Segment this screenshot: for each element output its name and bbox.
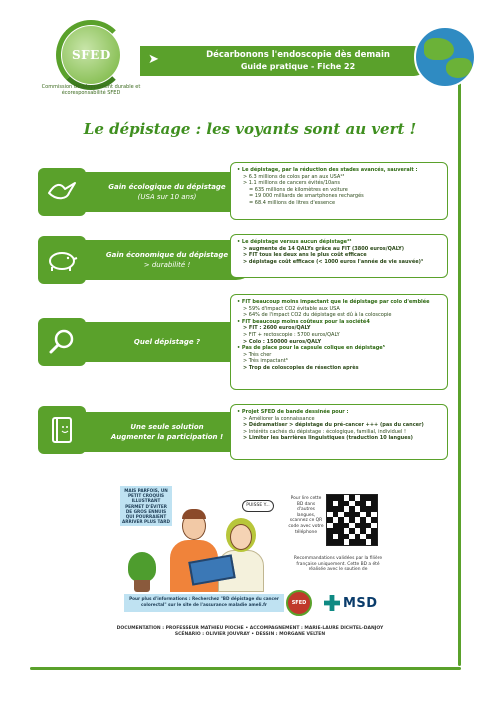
qr-instructions: Pour lire cette BD dans d'autres langues, scannez ce QR code avec votre téléphone	[288, 496, 324, 535]
detail-line: = 635 millions de kilomètres en voiture	[249, 186, 348, 193]
plant-pot	[134, 580, 150, 592]
logo-name: SFED	[72, 48, 111, 62]
credits	[60, 626, 440, 638]
msd-label: MSD	[343, 595, 378, 611]
sfed-logo	[36, 22, 146, 102]
pill-title: Quel dépistage ?	[133, 338, 201, 346]
banner-subtitle: Guide pratique - Fiche 22	[240, 62, 356, 71]
detail-line: • Le dépistage versus aucun dépistage²³	[237, 239, 352, 245]
frame-right-line	[458, 70, 461, 666]
detail-line: > Très impactant⁶	[243, 358, 288, 365]
detail-line: > Dédramatiser > dépistage du pré-cancer +++ (pas du cancer)	[243, 422, 424, 429]
detail-line: > 6.3 millions de colos par an aux USA¹³	[243, 173, 345, 180]
detail-line: > FIT tous les deux ans le plus coût efficace	[243, 252, 367, 259]
bird-icon: ➤	[148, 52, 159, 67]
pill-title: Gain économique du dépistage	[105, 251, 229, 259]
partner-logos	[286, 590, 396, 616]
detail-line: > 59% d'impact CO2 évitable aux USA	[243, 305, 340, 312]
msd-cross-icon	[324, 595, 340, 611]
detail-line: > Limiter les barrières linguistiques (traduction 10 langues)	[243, 435, 413, 442]
header-banner	[140, 46, 428, 76]
detail-line: > augmente de 14 QALYs grâce au FIT (3800 euros/QALY)	[243, 245, 405, 252]
detail-line: > FIT + rectoscopie : 5700 euros/QALY	[243, 331, 340, 338]
comic-speech-bubble: PUISSE Y...	[242, 500, 274, 512]
detail-line: > 64% de l'impact CO2 du dépistage est dû à la coloscopie	[243, 312, 392, 319]
logo-caption: Commission développement durable et écoresponsabilité SFED	[41, 84, 141, 96]
row-economic	[38, 234, 448, 286]
detail-line: • FIT beaucoup moins coûteux pour la société4	[237, 318, 370, 325]
detail-line: • Pas de place pour la capsule colique en dépistage⁵	[237, 345, 385, 352]
globe-land	[424, 38, 454, 60]
detail-solution	[230, 404, 448, 460]
detail-line: > FIT : 2600 euros/QALY	[243, 325, 311, 332]
pill-title: Une seule solution	[130, 423, 204, 431]
row-ecological	[38, 166, 448, 218]
detail-line: • Projet SFED de bande dessinée pour :	[237, 409, 349, 415]
detail-line: > Trop de coloscopies de résection après	[243, 364, 359, 371]
woman-head	[230, 524, 252, 550]
detail-economic	[230, 234, 448, 278]
pill-subtitle: > durabilité !	[143, 261, 191, 269]
detail-line: > 1.1 millions de cancers évités/10ans	[243, 180, 341, 187]
detail-which-screening	[230, 294, 448, 390]
row-solution	[38, 402, 448, 462]
detail-line: > dépistage coût efficace (< 1000 euros l'année de vie sauvée)³	[243, 258, 424, 265]
comic-caption: Pour plus d'informations : Recherchez "BD dépistage du cancer colorectal" sur le site de l'assurance maladie ameli.fr	[124, 594, 284, 612]
recommendation-note: Recommandations validées par la filière française uniquement. Cette BD a été réalisée avec le soutien de	[293, 556, 383, 573]
detail-line: = 19 000 milliards de smartphones rechargés	[249, 193, 364, 200]
banner-title: Décarbonons l'endoscopie dès demain	[206, 50, 390, 60]
pill-subtitle: Augmenter la participation !	[110, 433, 224, 441]
credits-line: SCÉNARIO : OLIVIER JOUVRAY • DESSIN : MORGANE VELTEN	[174, 632, 326, 637]
detail-ecological	[230, 162, 448, 220]
globe-land	[446, 58, 472, 78]
detail-line: > Colo : 150000 euros/QALY	[243, 338, 322, 345]
comic-illustration	[120, 486, 282, 614]
page-title: Le dépistage : les voyants sont au vert !	[83, 120, 417, 138]
man-hair	[182, 509, 206, 519]
detail-line: > Améliorer la connaissance	[243, 415, 315, 422]
detail-line: > Intérêts cachés du dépistage : écologique, familial, individuel !	[243, 428, 406, 435]
row-which-screening	[38, 296, 448, 392]
globe-icon	[414, 26, 476, 88]
plant-icon	[128, 552, 156, 582]
msd-partner-logo	[324, 594, 378, 612]
qr-code[interactable]	[326, 494, 378, 546]
detail-line: > Très cher	[243, 351, 272, 358]
detail-line: • FIT beaucoup moins impactant que le dépistage par colo d'emblée	[237, 299, 430, 305]
frame-bottom-line	[30, 667, 461, 670]
detail-line: • Le dépistage, par la réduction des stades avancés, sauverait :	[237, 167, 418, 173]
credits-line: DOCUMENTATION : PROFESSEUR MATHIEU PIOCHE • ACCOMPAGNEMENT : MARIE-LAURE DICHTEL-DANJOY	[116, 626, 384, 631]
sfed-partner-logo: SFED	[286, 590, 312, 616]
pill-subtitle: (USA sur 10 ans)	[137, 193, 197, 201]
detail-line: = 68.4 millions de litres d'essence	[249, 199, 336, 206]
comic-speech-bubble: MAIS PARFOIS, UN PETIT CROQUIS ILLUSTRANT PERMET D'ÉVITER DE GROS ENNUIS QUI POURRAIENT ARRIVER PLUS TARD	[120, 486, 172, 526]
pill-title: Gain écologique du dépistage	[108, 183, 226, 191]
